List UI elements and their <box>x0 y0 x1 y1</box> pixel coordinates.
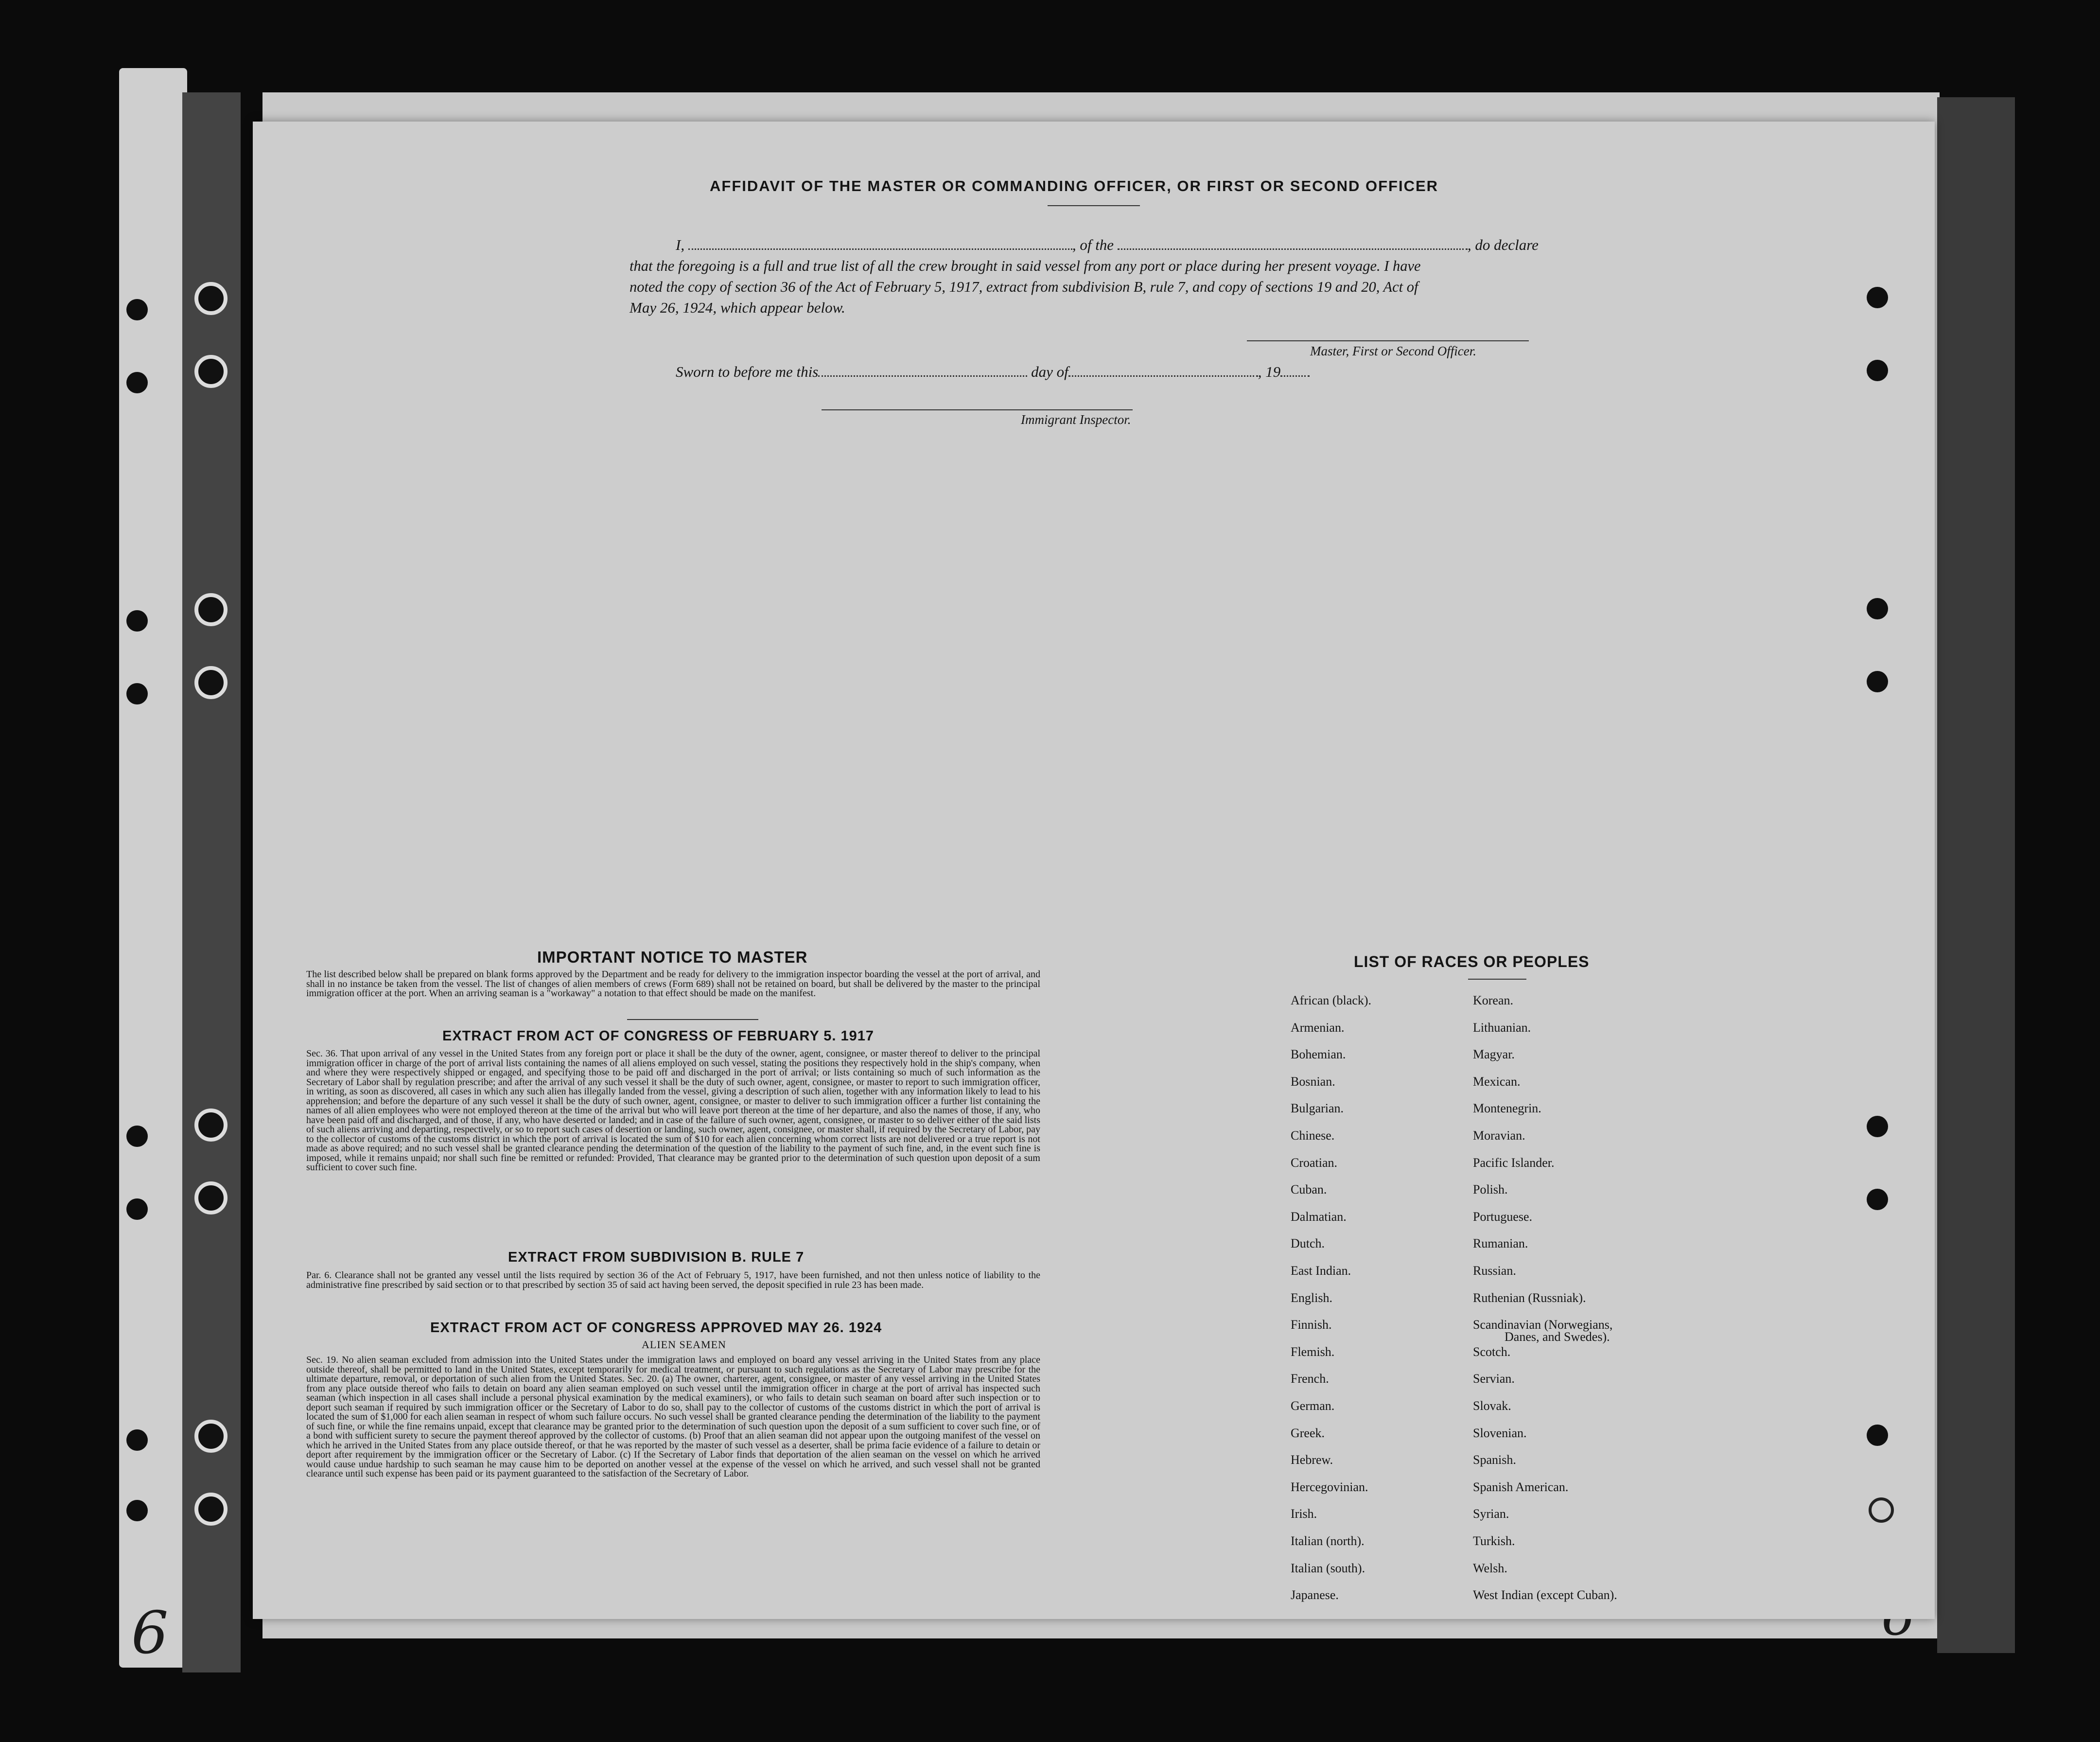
sworn-day-blank <box>818 375 1027 377</box>
race-item: Dalmatian. <box>1291 1209 1347 1224</box>
race-item: Pacific Islander. <box>1473 1155 1555 1170</box>
race-item: Welsh. <box>1473 1561 1507 1575</box>
punch-hole <box>1867 1116 1888 1137</box>
race-item: Bosnian. <box>1291 1074 1335 1089</box>
manifest-page <box>253 122 1935 1619</box>
race-item: Italian (south). <box>1291 1561 1365 1575</box>
punch-hole <box>126 299 148 320</box>
sworn-label: Sworn to before me this <box>676 363 819 380</box>
affidavit-title: AFFIDAVIT OF THE MASTER OR COMMANDING OFFICER, OR FIRST OR SECOND OFFICER <box>710 177 1439 194</box>
punch-hole <box>126 1198 148 1220</box>
extract-1917-title: EXTRACT FROM ACT OF CONGRESS OF FEBRUARY 5. 1917 <box>442 1028 875 1044</box>
race-item: Danes, and Swedes). <box>1505 1330 1610 1344</box>
race-item: Bulgarian. <box>1291 1101 1344 1116</box>
punch-hole <box>194 1493 228 1526</box>
race-item: Rumanian. <box>1473 1236 1528 1251</box>
race-item: Greek. <box>1291 1425 1325 1440</box>
punch-hole <box>126 372 148 393</box>
race-item: Hercegovinian. <box>1291 1479 1368 1494</box>
race-item: Montenegrin. <box>1473 1101 1541 1116</box>
race-item: Italian (north). <box>1291 1534 1365 1548</box>
race-item: Croatian. <box>1291 1155 1338 1170</box>
race-item: French. <box>1291 1372 1329 1386</box>
punch-hole <box>1867 1425 1888 1446</box>
race-item: Spanish American. <box>1473 1479 1569 1494</box>
race-item: Hebrew. <box>1291 1453 1333 1467</box>
race-item: Slovak. <box>1473 1399 1511 1413</box>
punch-hole <box>194 355 228 388</box>
punch-hole <box>1867 360 1888 381</box>
race-item: East Indian. <box>1291 1264 1351 1278</box>
punch-hole <box>126 683 148 704</box>
race-item: Slovenian. <box>1473 1425 1527 1440</box>
master-signature-label: Master, First or Second Officer. <box>1310 344 1476 358</box>
races-title-underline <box>1468 979 1526 980</box>
punch-hole <box>1867 287 1888 308</box>
day-of-label: day of <box>1031 363 1068 380</box>
extract-rule7-title: EXTRACT FROM SUBDIVISION B. RULE 7 <box>508 1249 805 1265</box>
affidavit-line-2: that the foregoing is a full and true list of all the crew brought in said vessel from any port or place during her present voyage. I have <box>630 258 1421 274</box>
race-item: Scotch. <box>1473 1344 1511 1359</box>
punch-hole <box>194 1109 228 1142</box>
punch-hole <box>194 1420 228 1453</box>
handwritten-page-number-left: 6 <box>131 1600 169 1667</box>
race-item: Magyar. <box>1473 1047 1515 1062</box>
race-item: Russian. <box>1473 1264 1516 1278</box>
affidavit-line-1 <box>676 234 1539 256</box>
punch-hole <box>1869 1497 1894 1523</box>
i-label: I, <box>676 236 685 253</box>
year-blank <box>1280 375 1310 377</box>
extract-1924-title: EXTRACT FROM ACT OF CONGRESS APPROVED MAY 26. 1924 <box>430 1320 882 1336</box>
race-item: Chinese. <box>1291 1128 1335 1143</box>
punch-hole <box>126 610 148 632</box>
notice-divider <box>627 1019 758 1020</box>
race-item: African (black). <box>1291 993 1372 1007</box>
notice-text: The list described below shall be prepared on blank forms approved by the Department and be ready for delivery to the immigration inspector boarding the vessel at the port of arrival, and shall in no instance be taken from the vessel. The list of changes of alien members of crews (Form 689) shall not be retained on board, but shall be delivered by the master to the principal immigration officer at the port. When an arriving seaman is a "workaway" a notation to that effect should be made on the manifest. <box>306 969 1040 999</box>
race-item: Ruthenian (Russniak). <box>1473 1290 1586 1305</box>
vessel-blank <box>1118 248 1468 250</box>
race-item: Moravian. <box>1473 1128 1525 1143</box>
punch-hole <box>194 593 228 626</box>
punch-hole <box>1867 671 1888 692</box>
punch-hole <box>194 1181 228 1214</box>
inspector-signature-label: Immigrant Inspector. <box>1021 412 1131 427</box>
races-title: LIST OF RACES OR PEOPLES <box>1354 953 1590 970</box>
extract-1924-text: Sec. 19. No alien seaman excluded from admission into the United States under the immigration laws and employed on board any vessel arriving in the United States from any place outside thereof, shall be permitted to land in the United States, except temporarily for medical treatment, or pursuant to such regulations as the Secretary of Labor may prescribe for the ultimate departure, removal, or deportation of such alien from the United States. Sec. 20. (a) The owner, charterer, agent, consignee, or master of any vessel arriving in the United States from any place outside thereof who fails to detain on board any alien seaman employed on such vessel until the immigration officer in charge at the port of arrival has inspected such seaman (which inspection in all cases shall include a personal physical examination by the medical examiners), or who fails to detain such seaman on board after such inspection or to deport such seaman if required by such immigration officer or the Secretary of Labor to do so, shall pay to the collector of customs of the customs district in which the port of arrival is located the sum of $1,000 for each alien seaman in respect of whom such failure occurs. No such vessel shall be granted clearance pending the determination of the liability to the payment of such fine, or while the fine remains unpaid, except that clearance may be granted prior to the determination of such question upon the deposit of a sum sufficient to cover such fine, or of a bond with sufficient surety to secure the payment thereof approved by the collector of customs. (b) Proof that an alien seaman did not appear upon the outgoing manifest of the vessel on which he arrived in the United States from any place outside thereof, or that he was reported by the master of such vessel as a deserter, shall be prima facie evidence of a failure to detain or deport after requirement by the immigration officer or the Secretary of Labor. (c) If the Secretary of Labor finds that deportation of the alien seaman on the vessel on which he arrived would cause undue hardship to such seaman he may cause him to be deported on another vessel at the expense of the vessel on which he arrived, and such vessel shall not be granted clearance until such expense has been paid or its payment guaranteed to the satisfaction of the Secretary of Labor. <box>306 1355 1040 1479</box>
race-item: Scandinavian (Norwegians, <box>1473 1318 1613 1332</box>
race-item: Syrian. <box>1473 1507 1509 1521</box>
race-item: West Indian (except Cuban). <box>1473 1588 1617 1602</box>
alien-seamen-subtitle: ALIEN SEAMEN <box>642 1338 726 1351</box>
name-blank <box>688 248 1072 250</box>
race-item: Cuban. <box>1291 1182 1327 1197</box>
race-item: Turkish. <box>1473 1534 1515 1548</box>
title-underline <box>1048 205 1140 206</box>
affidavit-line-3: noted the copy of section 36 of the Act of February 5, 1917, extract from subdivision B, rule 7, and copy of sections 19 and 20, Act of <box>630 279 1418 295</box>
sworn-month-blank <box>1068 375 1258 377</box>
extract-rule7-text: Par. 6. Clearance shall not be granted any vessel until the lists required by section 36 of the Act of February 5, 1917, have been furnished, and not then unless notice of liability to the administrative fine prescribed by said section or to that prescribed by section 35 of said act having been served, the deposit specified in rule 23 has been made. <box>306 1270 1040 1290</box>
year-label: , 19 <box>1258 363 1281 380</box>
punch-hole <box>194 666 228 699</box>
race-item: English. <box>1291 1290 1332 1305</box>
punch-hole <box>194 282 228 315</box>
race-item: Polish. <box>1473 1182 1508 1197</box>
race-item: Japanese. <box>1291 1588 1339 1602</box>
sworn-line <box>676 361 1310 383</box>
race-item: Portuguese. <box>1473 1209 1533 1224</box>
race-item: Flemish. <box>1291 1344 1335 1359</box>
extract-1917-text: Sec. 36. That upon arrival of any vessel in the United States from any foreign port or place it shall be the duty of the owner, agent, consignee, or master thereof to deliver to the principal immigration officer in charge of the port of arrival lists containing the names of all aliens employed on such vessel, stating the positions they respectively hold in the ship's company, when and where they were respectively shipped or engaged, and specifying those to be paid off and discharged in the port of arrival; or lists containing so much of such information as the Secretary of Labor shall by regulation prescribe; and after the arrival of any such vessel it shall be the duty of such owner, agent, consignee, or master to report to such immigration officer, in writing, as soon as discovered, all cases in which any such alien has illegally landed from the vessel, giving a description of such alien, together with any information likely to lead to his apprehension; and before the departure of any such vessel it shall be the duty of such owner, agent, consignee, or master to deliver to such immigration officer a further list containing the names of all alien employees who were not employed thereon at the time of the arrival but who will leave port thereon at the time of her departure, and also the names of those, if any, who have been paid off and discharged, and of those, if any, who have deserted or landed; and in case of the failure of such owner, agent, consignee, or master to so deliver either of the said lists of such aliens arriving and departing, respectively, or so to report such cases of desertion or landing, such owner, agent, consignee, or master shall, if required by the Secretary of Labor, pay to the collector of customs of the customs district in which the port of arrival is located the sum of $10 for each alien concerning whom correct lists are not delivered or a true report is not made as above required; and no such vessel shall be granted clearance pending the determination of the question of the liability to the payment of such fine, and, in the event such fine is imposed, while it remains unpaid; nor shall such fine be remitted or refunded: Provided, That clearance may be granted prior to the determination of such question upon deposit of a sum sufficient to cover such fine. <box>306 1048 1040 1173</box>
punch-hole <box>126 1126 148 1147</box>
race-item: Korean. <box>1473 993 1514 1007</box>
binder-right-edge <box>1937 97 2015 1653</box>
master-signature-line <box>1247 340 1529 341</box>
of-the-label: , of the <box>1072 236 1114 253</box>
race-item: Dutch. <box>1291 1236 1325 1251</box>
punch-hole <box>126 1500 148 1521</box>
inspector-signature-line <box>822 409 1133 410</box>
race-item: Irish. <box>1291 1507 1317 1521</box>
do-declare-label: , do declare <box>1467 236 1539 253</box>
notice-title: IMPORTANT NOTICE TO MASTER <box>537 948 808 966</box>
race-item: Servian. <box>1473 1372 1515 1386</box>
race-item: Mexican. <box>1473 1074 1521 1089</box>
race-item: Lithuanian. <box>1473 1020 1531 1035</box>
punch-hole <box>126 1429 148 1451</box>
punch-hole <box>1867 1189 1888 1210</box>
race-item: Bohemian. <box>1291 1047 1346 1062</box>
race-item: Finnish. <box>1291 1318 1332 1332</box>
race-item: Spanish. <box>1473 1453 1516 1467</box>
race-item: German. <box>1291 1399 1335 1413</box>
affidavit-line-4: May 26, 1924, which appear below. <box>630 299 845 316</box>
punch-hole <box>1867 598 1888 619</box>
race-item: Armenian. <box>1291 1020 1345 1035</box>
